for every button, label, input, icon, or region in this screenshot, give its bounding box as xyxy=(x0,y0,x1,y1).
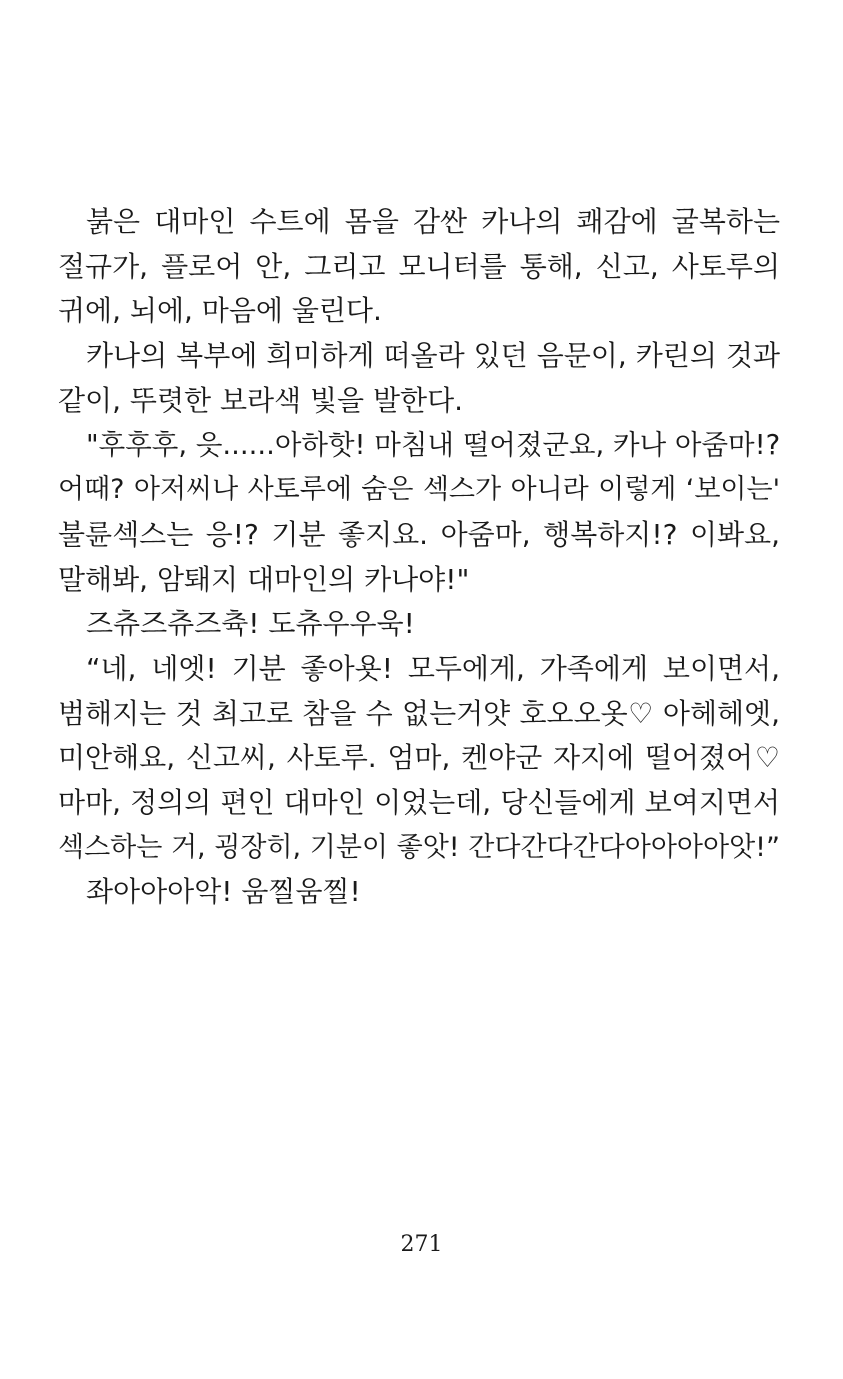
text-line: 말해봐, 암퇘지 대마인의 카나야!" xyxy=(58,562,470,596)
text-line: 카나의 복부에 희미하게 떠올라 있던 음문이, 카린의 것과 xyxy=(86,339,780,373)
text-line: 섹스하는 거, 굉장히, 기분이 좋앗! 간다간다간다아아아아앗!” xyxy=(58,831,780,863)
page-number: 271 xyxy=(400,1232,443,1257)
text-line: 미안해요, 신고씨, 사토루. 엄마, 켄야군 자지에 떨어졌어♡ xyxy=(58,741,780,775)
text-line: 범해지는 것 최고로 참을 수 없는거얏 호오오옷♡ 아헤헤엣, xyxy=(58,696,780,730)
text-line: 불륜섹스는 응!? 기분 좋지요. 아줌마, 행복하지!? 이봐요, xyxy=(58,517,780,551)
text-line: 귀에, 뇌에, 마음에 울린다. xyxy=(58,294,382,328)
text-line: “네, 네엣! 기분 좋아욧! 모두에게, 가족에게 보이면서, xyxy=(86,651,780,685)
text-line: 어때? 아저씨나 사토루에 숨은 섹스가 아니라 이렇게 ‘보이는' xyxy=(58,474,780,506)
text-line: 마마, 정의의 편인 대마인 이었는데, 당신들에게 보여지면서 xyxy=(58,785,780,819)
body-text xyxy=(58,200,780,915)
text-line: 절규가, 플로어 안, 그리고 모니터를 통해, 신고, 사토루의 xyxy=(58,249,780,283)
text-line: 즈츄즈츄즈츅! 도츄우우욱! xyxy=(86,607,415,641)
text-line: 같이, 뚜렷한 보라색 빛을 발한다. xyxy=(58,383,464,417)
text-line: "후후후, 읏......아하핫! 마침내 떨어졌군요, 카나 아줌마!? xyxy=(86,429,781,462)
text-line: 좌아아아악! 움찔움찔! xyxy=(86,875,361,909)
text-line: 붉은 대마인 수트에 몸을 감싼 카나의 쾌감에 굴복하는 xyxy=(86,205,780,238)
